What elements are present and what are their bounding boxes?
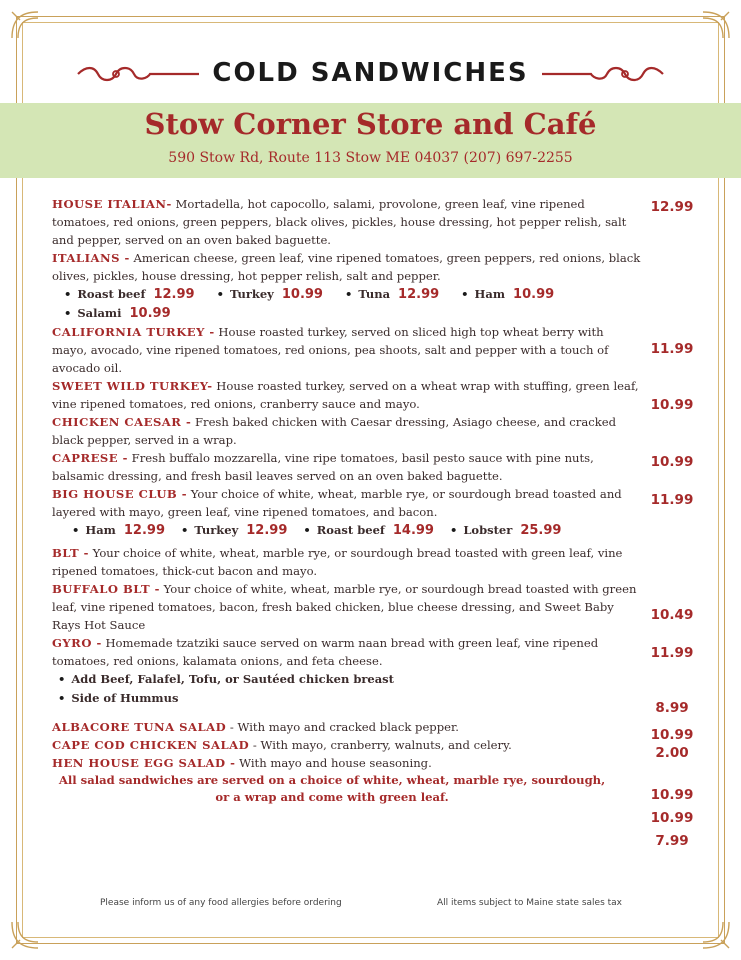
option-price: 12.99 (246, 523, 288, 538)
item-name: CALIFORNIA TURKEY - (52, 325, 215, 339)
menu-item-italians (52, 249, 642, 285)
item-description: Fresh buffalo mozzarella, vine ripe tomatoes, basil pesto sauce with pine nuts, balsamic dressing, and fresh basil leaves served on an oven baked baguette. (52, 451, 594, 483)
option-item: • Turkey 12.99 (181, 521, 287, 540)
price-buffalo-blt: 11.99 (650, 645, 694, 661)
store-name: Stow Corner Store and Café (144, 107, 597, 141)
option-item: • Lobster 25.99 (450, 521, 561, 540)
menu-item-big-house-club (52, 485, 642, 521)
item-name: HOUSE ITALIAN- (52, 197, 172, 211)
option-item: • Salami 10.99 (64, 304, 171, 323)
menu-item-albacore-tuna-salad (52, 718, 642, 736)
item-description: House roasted turkey, served on sliced high top wheat berry with mayo, avocado, vine ripened tomatoes, red onions, pea shoots, salt and pepper with a touch of avocado oil. (52, 325, 609, 375)
price-caprese: 11.99 (650, 492, 694, 508)
menu-item-house-italian (52, 195, 642, 249)
price-sweet-wild-turkey: 10.99 (650, 397, 694, 413)
menu-item-hen-house-egg-salad (52, 754, 642, 772)
price-gyro-add-protein: 10.99 (650, 727, 694, 743)
option-price: 12.99 (398, 287, 440, 302)
item-description: Your choice of white, wheat, marble rye, or sourdough bread toasted and layered with mayo, green leaf, vine ripened tomatoes, and bacon. (52, 487, 622, 519)
allergy-notice: Please inform us of any food allergies before ordering (100, 898, 342, 908)
menu-item-chicken-caesar (52, 413, 642, 449)
corner-ornament-icon (699, 8, 733, 42)
menu-list (52, 195, 642, 806)
corner-ornament-icon (8, 918, 42, 952)
menu-item-blt (52, 544, 642, 580)
price-blt: 10.49 (650, 607, 694, 623)
option-item: • Roast beef 12.99 (64, 285, 195, 304)
menu-item-buffalo-blt (52, 580, 642, 634)
item-description: Mortadella, hot capocollo, salami, provolone, green leaf, vine ripened tomatoes, red onions, green peppers, black olives, pickles, house dressing, hot pepper relish, salt and pepper, served on an oven baked baguette. (52, 197, 627, 247)
price-gyro: 8.99 (655, 700, 689, 716)
item-name: CHICKEN CAESAR - (52, 415, 192, 429)
price-chicken-caesar: 10.99 (650, 454, 694, 470)
item-name: BUFFALO BLT - (52, 582, 160, 596)
item-description: Your choice of white, wheat, marble rye, or sourdough bread toasted with green leaf, vine ripened tomatoes, bacon, fresh baked chicken, blue cheese dressing, and Sweet Baby Rays Hot Sauce (52, 582, 637, 632)
item-description: Your choice of white, wheat, marble rye, or sourdough bread toasted with green leaf, vine ripened tomatoes, thick-cut bacon and mayo. (52, 546, 623, 578)
item-description: With mayo and house seasoning. (235, 756, 432, 770)
item-name: CAPE COD CHICKEN SALAD (52, 738, 250, 752)
option-item: • Tuna 12.99 (345, 285, 439, 304)
option-item: • Ham 12.99 (72, 521, 165, 540)
item-description: Fresh baked chicken with Caesar dressing, Asiago cheese, and cracked black pepper, served in a wrap. (52, 415, 617, 447)
item-name: CAPRESE - (52, 451, 128, 465)
price-albacore-tuna-salad: 10.99 (650, 787, 694, 803)
right-flourish-icon (540, 64, 665, 84)
option-price: 12.99 (153, 287, 195, 302)
menu-item-gyro (52, 634, 642, 670)
option-price: 12.99 (123, 523, 165, 538)
gyro-options (52, 670, 642, 708)
item-name: BIG HOUSE CLUB - (52, 487, 188, 501)
item-description: House roasted turkey, served on a wheat wrap with stuffing, green leaf, vine ripened tomatoes, red onions, cranberry sauce and mayo. (52, 379, 639, 411)
corner-ornament-icon (699, 918, 733, 952)
italians-options (52, 285, 642, 323)
club-options (52, 521, 642, 540)
corner-ornament-icon (8, 8, 42, 42)
option-price: 10.99 (281, 287, 323, 302)
menu-item-california-turkey (52, 323, 642, 377)
option-item: • Side of Hummus (58, 689, 620, 708)
menu-item-cape-cod-chicken-salad (52, 736, 642, 754)
item-name: GYRO - (52, 636, 102, 650)
option-price: 14.99 (392, 523, 434, 538)
store-address: 590 Stow Rd, Route 113 Stow ME 04037 (207) 697-2255 (168, 150, 573, 166)
price-hen-house-egg-salad: 7.99 (655, 833, 689, 849)
option-price: 10.99 (513, 287, 555, 302)
salad-note: All salad sandwiches are served on a choice of white, wheat, marble rye, sourdough, or a wrap and come with green leaf. (58, 773, 606, 804)
item-name: ALBACORE TUNA SALAD (52, 720, 227, 734)
item-description: American cheese, green leaf, vine ripened tomatoes, green peppers, red onions, black olives, pickles, house dressing, hot pepper relish, salt and pepper. (52, 251, 641, 283)
price-side-of-hummus: 2.00 (655, 745, 689, 761)
price-cape-cod-chicken-salad: 10.99 (650, 810, 694, 826)
option-price: 25.99 (520, 523, 562, 538)
item-description: - With mayo, cranberry, walnuts, and celery. (249, 738, 512, 752)
item-description: Homemade tzatziki sauce served on warm naan bread with green leaf, vine ripened tomatoes, red onions, kalamata onions, and feta cheese. (52, 636, 599, 668)
option-price: 10.99 (129, 306, 171, 321)
option-item: • Add Beef, Falafel, Tofu, or Sautéed chicken breast (58, 670, 620, 689)
menu-item-sweet-wild-turkey (52, 377, 642, 413)
item-name: BLT - (52, 546, 89, 560)
item-name: ITALIANS - (52, 251, 130, 265)
price-california-turkey: 11.99 (650, 341, 694, 357)
option-item: • Roast beef 14.99 (303, 521, 434, 540)
item-name: HEN HOUSE EGG SALAD - (52, 756, 236, 770)
section-title: COLD SANDWICHES (212, 58, 529, 88)
item-description: - With mayo and cracked black pepper. (226, 720, 459, 734)
menu-item-caprese (52, 449, 642, 485)
item-name: SWEET WILD TURKEY- (52, 379, 213, 393)
option-item: • Turkey 10.99 (217, 285, 323, 304)
option-item: • Ham 10.99 (461, 285, 554, 304)
tax-notice: All items subject to Maine state sales tax (437, 898, 622, 908)
price-house-italian: 12.99 (650, 199, 694, 215)
